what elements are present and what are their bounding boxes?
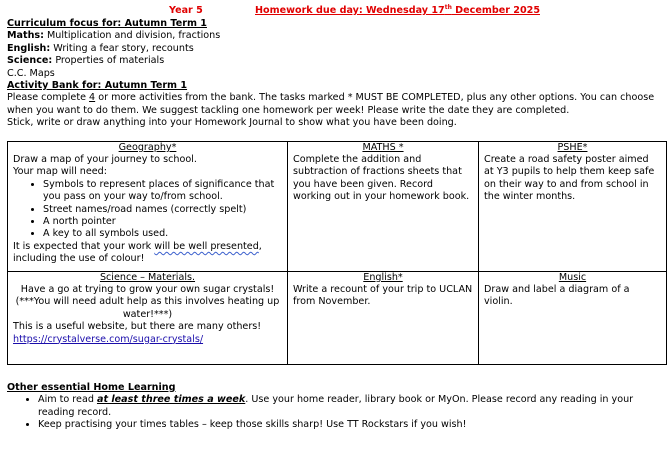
pshe-title: PSHE* xyxy=(557,142,588,153)
curriculum-english xyxy=(7,43,667,55)
activity-intro xyxy=(7,92,667,117)
geography-closing xyxy=(13,241,282,266)
list-item xyxy=(38,394,667,419)
geography-needs: Your map will need: xyxy=(13,166,107,178)
science-label: Science: xyxy=(7,55,53,67)
header-row xyxy=(7,5,667,18)
item1-pre: Aim to read xyxy=(38,394,97,406)
list-item: • Street names/road names (correctly spelt) xyxy=(43,204,282,216)
year-label: Year 5 xyxy=(169,5,203,16)
intro-number: 4 xyxy=(89,92,96,104)
other-list xyxy=(7,394,667,431)
science-text: Properties of materials xyxy=(52,55,165,67)
curriculum-title: Curriculum focus for: Autumn Term 1 xyxy=(7,18,207,29)
list-item: • Keep practising your times tables – keep those skills sharp! Use TT Rockstars if you wish! xyxy=(38,419,667,431)
curriculum-science xyxy=(7,55,667,67)
item1-post: . Use your home reader, library book or MyOn. Please record any reading in your reading record. xyxy=(38,394,634,418)
closing-post: , including the use of colour! xyxy=(13,240,262,265)
geography-list xyxy=(13,179,282,241)
table-row xyxy=(8,272,667,365)
maths-text: Multiplication and division, fractions xyxy=(43,30,221,42)
geography-title: Geography* xyxy=(118,142,177,153)
science-line2: (***You will need adult help as this involves heating up water!***) xyxy=(15,296,280,320)
music-text: Draw and label a diagram of a violin. xyxy=(484,284,630,308)
item1-emphasis: at least three times a week xyxy=(96,394,246,406)
intro-pre: Please complete xyxy=(7,92,90,104)
science-line3: This is a useful website, but there are many others! xyxy=(13,321,262,333)
science-line1: Have a go at trying to grow your own sugar crystals! xyxy=(20,284,275,295)
pshe-cell xyxy=(479,142,667,272)
closing-pre: It is expected that your work xyxy=(13,240,155,252)
maths-cell xyxy=(288,142,479,272)
due-date-month: December 2025 xyxy=(451,5,540,16)
due-date-sup: th xyxy=(444,3,452,11)
maths-label: Maths: xyxy=(7,30,44,42)
science-link[interactable]: https://crystalverse.com/sugar-crystals/ xyxy=(13,333,204,345)
table-row xyxy=(8,142,667,272)
pshe-text: Create a road safety poster aimed at Y3 pupils to help them keep safe on their way to and from school in the winter months. xyxy=(484,154,655,203)
science-cell xyxy=(8,272,288,365)
list-item: • A key to all symbols used. xyxy=(43,228,282,240)
due-date-text: Homework due day: Wednesday 17 xyxy=(255,5,445,16)
english-text: Writing a fear story, recounts xyxy=(50,42,194,54)
english-label: English: xyxy=(7,42,51,54)
list-item: • A north pointer xyxy=(43,216,282,228)
intro-post: or more activities from the bank. The tasks marked * MUST BE COMPLETED, plus any other options. You can choose when you want to do them. We suggest tackling one homework per week! Please write the date they are completed. xyxy=(7,92,655,116)
maths-text: Complete the addition and subtraction of fractions sheets that you have been given. Record working out in your homework book. xyxy=(293,154,470,203)
activity-stick: Stick, write or draw anything into your Homework Journal to show what you have been doing. xyxy=(7,117,457,129)
music-cell xyxy=(479,272,667,365)
activity-bank-table xyxy=(7,141,667,365)
curriculum-maths xyxy=(7,30,667,42)
music-title: Music xyxy=(558,272,587,283)
english-cell xyxy=(288,272,479,365)
english-text: Write a recount of your trip to UCLAN from November. xyxy=(293,284,473,308)
page-header xyxy=(7,5,667,130)
maths-title: MATHS * xyxy=(362,142,404,153)
english-title: English* xyxy=(363,272,403,283)
closing-spellcheck: will be well presented xyxy=(154,240,259,252)
activity-title: Activity Bank for: Autumn Term 1 xyxy=(7,80,188,92)
geography-intro: Draw a map of your journey to school. xyxy=(13,154,197,165)
curriculum-cc: C.C. Maps xyxy=(7,67,55,79)
science-title: Science – Materials. xyxy=(99,272,196,283)
due-date xyxy=(255,5,540,17)
geography-cell xyxy=(8,142,288,272)
other-title: Other essential Home Learning xyxy=(7,382,176,393)
list-item: • Symbols to represent places of significance that you pass on your way to/from school. xyxy=(43,179,282,204)
other-home-learning xyxy=(7,382,667,432)
